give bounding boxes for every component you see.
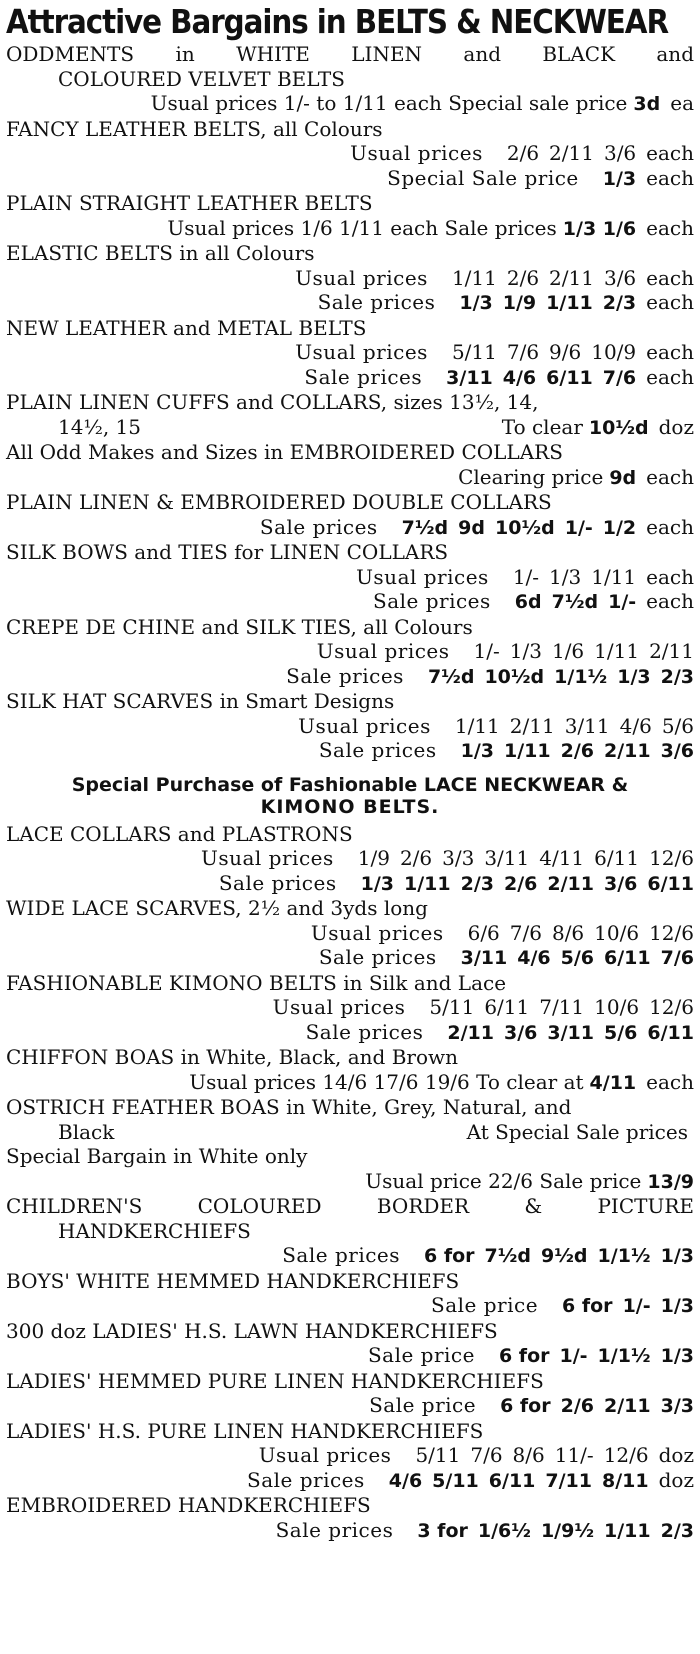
price-value: 12/6 xyxy=(649,995,694,1019)
price-value: 6/11 xyxy=(484,995,530,1019)
price-value: 1/11 xyxy=(454,713,500,738)
price-value: 2/11 xyxy=(604,740,651,762)
entry-title: CHIFFON BOAS in White, Black, and Brown xyxy=(6,1045,458,1069)
price-row xyxy=(6,945,694,971)
price-value: 9/6 xyxy=(549,340,582,364)
price-label: Sale price xyxy=(431,1293,539,1317)
price-label: Usual prices xyxy=(295,265,428,290)
line-text: Black xyxy=(58,1119,115,1144)
price-value: 2/6 xyxy=(560,1395,594,1417)
price-unit: doz xyxy=(658,1467,694,1492)
price-value: 6 for xyxy=(498,1345,550,1367)
price-value: 1/1½ xyxy=(597,1245,651,1267)
price-value: 8/6 xyxy=(512,1443,545,1467)
price-values xyxy=(436,366,636,391)
price-label: Sale prices xyxy=(259,514,378,539)
price-label: Sale prices xyxy=(317,290,436,314)
entry-title: BOYS' WHITE HEMMED HANDKERCHIEFS xyxy=(6,1268,460,1293)
price-values xyxy=(392,516,636,541)
price-value: 2/3 xyxy=(460,872,494,895)
price-row xyxy=(6,1393,694,1419)
price-value: 7/11 xyxy=(545,1469,592,1492)
price-values xyxy=(445,714,694,739)
price-value: 6/11 xyxy=(488,1469,536,1492)
price-values xyxy=(348,846,694,871)
price-values xyxy=(419,995,694,1020)
entry-title: Special Bargain in White only xyxy=(6,1144,308,1168)
price-value: 4/6 xyxy=(502,366,537,389)
price-values xyxy=(505,590,636,615)
price-value: 6 for xyxy=(500,1395,551,1417)
price-line xyxy=(6,1070,694,1096)
price-value: 2/11 xyxy=(509,713,555,738)
price-value: 5/11 xyxy=(415,1443,461,1467)
entry-title: ODDMENTS in WHITE LINEN and BLACK and xyxy=(6,42,694,66)
price-values xyxy=(497,141,636,166)
price-label: Usual prices xyxy=(272,995,406,1019)
price-value: 9d xyxy=(458,516,485,539)
price-values xyxy=(593,167,636,192)
price-value: 7/6 xyxy=(506,340,540,364)
price-label: Sale prices xyxy=(282,1243,401,1267)
price-value: 1/11 xyxy=(404,872,451,895)
line-text: Usual prices 14/6 17/6 19/6 To clear at xyxy=(189,1069,584,1094)
price-value: 10½d xyxy=(495,516,555,539)
price-value: 5/6 xyxy=(560,947,594,969)
price-value: 3/6 xyxy=(603,265,637,290)
line-text: Clearing price xyxy=(458,464,604,489)
line-text: Usual prices 1/- to 1/11 each Special sale price xyxy=(150,91,628,115)
price-value: 2/11 xyxy=(649,639,694,663)
price-value: 7/6 xyxy=(602,366,637,389)
price-value: 1/3 xyxy=(549,564,582,589)
price-row xyxy=(6,738,694,764)
entry-title: FANCY LEATHER BELTS, all Colours xyxy=(6,116,383,141)
entry-title-continued: HANDKERCHIEFS xyxy=(58,1218,251,1243)
entry-title: SILK HAT SCARVES in Smart Designs xyxy=(6,689,395,713)
price-value: 10/6 xyxy=(594,995,640,1019)
price-label: Sale prices xyxy=(373,589,491,613)
price-entry xyxy=(6,390,694,440)
price-value: 6 for xyxy=(424,1245,475,1267)
price-values xyxy=(552,1294,694,1319)
sale-price: 13/9 xyxy=(647,1170,694,1193)
headline: Attractive Bargains in BELTS & NECKWEAR xyxy=(6,2,669,41)
price-value: 1/- xyxy=(512,564,540,589)
price-value: 3/3 xyxy=(442,846,475,870)
price-entry xyxy=(6,316,694,391)
price-entry xyxy=(6,1269,694,1319)
price-entry xyxy=(6,117,694,192)
price-value: 1/11 xyxy=(594,639,640,663)
price-value: 3 for xyxy=(417,1519,468,1542)
price-row xyxy=(6,995,694,1020)
price-row xyxy=(6,589,694,615)
price-line xyxy=(6,1120,694,1145)
price-value: 2/6 xyxy=(399,846,433,870)
price-label: Sale prices xyxy=(305,1019,424,1044)
price-value: 1/11 xyxy=(604,1519,651,1542)
price-unit: doz xyxy=(658,414,694,439)
price-value: 2/11 xyxy=(447,1021,494,1044)
price-list xyxy=(6,42,694,1543)
price-row xyxy=(6,141,694,166)
price-value: 2/3 xyxy=(660,665,694,688)
entry-title: All Odd Makes and Sizes in EMBROIDERED COLLARS xyxy=(6,440,563,464)
special-heading-line: Special Purchase of Fashionable LACE NECKWEAR & xyxy=(71,773,629,796)
price-value: 1/- xyxy=(608,591,637,613)
price-value: 12/6 xyxy=(603,1443,649,1467)
price-row xyxy=(6,1443,694,1468)
price-value: 1/9½ xyxy=(540,1519,594,1542)
price-value: 7½d xyxy=(427,665,475,688)
price-row xyxy=(6,1468,694,1494)
price-label: Sale prices xyxy=(218,870,337,895)
line-right-group xyxy=(467,1120,694,1145)
entry-title: PLAIN LINEN & EMBROIDERED DOUBLE COLLARS xyxy=(6,490,552,514)
price-value: 12/6 xyxy=(649,846,694,870)
price-values xyxy=(451,739,694,764)
price-entry xyxy=(6,440,694,490)
price-label: Special Sale price xyxy=(387,165,579,190)
price-row xyxy=(6,1518,694,1544)
price-value: 6/11 xyxy=(594,846,640,870)
sale-price: 10½d xyxy=(588,416,649,439)
price-line xyxy=(6,91,694,117)
price-unit: doz xyxy=(658,1443,694,1467)
price-row xyxy=(6,1343,694,1369)
price-value: 3/6 xyxy=(504,1021,538,1044)
entry-title: LADIES' H.S. PURE LINEN HANDKERCHIEFS xyxy=(6,1418,484,1443)
price-value: 6 for xyxy=(562,1295,613,1317)
price-unit: each xyxy=(646,165,694,190)
price-unit: each xyxy=(646,464,694,489)
price-entry xyxy=(6,490,694,540)
price-line xyxy=(6,216,694,242)
entry-title: ELASTIC BELTS in all Colours xyxy=(6,241,315,265)
price-unit: each xyxy=(646,141,694,165)
price-label: Sale prices xyxy=(318,945,437,969)
price-value: 3/11 xyxy=(547,1021,594,1044)
price-row xyxy=(6,846,694,871)
price-value: 8/6 xyxy=(551,920,585,945)
price-value: 10½d xyxy=(484,665,545,688)
price-entry xyxy=(6,896,694,971)
price-value: 4/6 xyxy=(619,713,652,738)
line-text: Usual prices 1/6 1/11 each Sale prices xyxy=(167,215,557,240)
price-value: 1/6 xyxy=(551,639,585,663)
price-value: 6/6 xyxy=(467,920,500,945)
price-values xyxy=(418,665,694,690)
price-entry xyxy=(6,1319,694,1369)
price-row xyxy=(6,365,694,391)
price-label: Sale prices xyxy=(286,663,404,688)
entry-title: CHILDREN'S COLOURED BORDER & PICTURE xyxy=(6,1194,694,1218)
price-entry xyxy=(6,1095,694,1144)
sale-price: 1/3 1/6 xyxy=(562,217,637,240)
advertisement-page xyxy=(0,2,700,1654)
price-label: Sale prices xyxy=(247,1467,365,1492)
price-label: Sale prices xyxy=(304,364,423,389)
entry-title: NEW LEATHER and METAL BELTS xyxy=(6,315,367,340)
price-label: Usual prices xyxy=(258,1443,392,1467)
price-value: 3/6 xyxy=(660,740,694,762)
price-values xyxy=(437,1021,694,1046)
price-row xyxy=(6,166,694,192)
sale-price: 9d xyxy=(609,466,637,489)
price-entry xyxy=(6,540,694,615)
price-value: 7/6 xyxy=(509,920,542,945)
price-values xyxy=(379,1469,649,1494)
entry-title: SILK BOWS and TIES for LINEN COLLARS xyxy=(6,540,449,564)
price-entry xyxy=(6,191,694,241)
price-label: Usual prices xyxy=(201,846,334,870)
price-row xyxy=(6,565,694,590)
price-values xyxy=(351,872,694,897)
price-value: 1/3 xyxy=(460,740,494,762)
price-unit: each xyxy=(646,340,694,364)
price-value: 5/11 xyxy=(451,340,497,364)
price-value: 6/11 xyxy=(604,947,651,969)
price-value: 5/6 xyxy=(604,1021,638,1044)
price-label: Usual prices xyxy=(298,713,431,738)
price-value: 2/11 xyxy=(547,872,594,895)
price-label: Usual prices xyxy=(350,141,483,165)
price-entry xyxy=(6,42,694,117)
line-right-group xyxy=(502,415,694,441)
price-label: Sale price xyxy=(367,1343,475,1367)
price-value: 5/11 xyxy=(432,1469,479,1492)
entry-title: PLAIN LINEN CUFFS and COLLARS, sizes 13½, 14, xyxy=(6,390,539,414)
price-value: 1/11 xyxy=(546,292,593,314)
price-line xyxy=(6,415,694,441)
price-value: 1/3 xyxy=(602,167,637,190)
price-entry xyxy=(6,1194,694,1269)
price-value: 7/6 xyxy=(660,947,694,969)
price-row xyxy=(6,515,694,541)
price-value: 4/6 xyxy=(388,1469,423,1492)
price-value: 1/3 xyxy=(509,639,542,663)
price-row xyxy=(6,871,694,897)
price-values xyxy=(442,266,636,291)
price-values xyxy=(414,1244,694,1269)
price-value: 1/11 xyxy=(451,265,497,290)
price-value: 2/6 xyxy=(504,872,538,895)
price-value: 8/11 xyxy=(602,1469,649,1492)
price-values xyxy=(449,291,636,316)
price-values xyxy=(405,1443,648,1468)
price-unit: each xyxy=(646,290,694,314)
price-value: 1/3 xyxy=(660,1345,694,1367)
price-value: 3/11 xyxy=(460,947,508,969)
price-label: Sale prices xyxy=(275,1517,394,1542)
price-value: 2/3 xyxy=(660,1519,694,1542)
price-values xyxy=(442,340,636,365)
special-heading-line: KIMONO BELTS. xyxy=(260,795,440,818)
price-unit: each xyxy=(646,564,694,589)
price-value: 10/9 xyxy=(591,340,637,364)
price-value: 1/9 xyxy=(502,292,537,314)
entry-title: EMBROIDERED HANDKERCHIEFS xyxy=(6,1493,371,1517)
price-value: 3/11 xyxy=(484,846,530,870)
price-row xyxy=(6,290,694,316)
price-values xyxy=(407,1519,694,1544)
price-values xyxy=(451,946,694,971)
price-entry xyxy=(6,1419,694,1494)
price-value: 1/- xyxy=(622,1295,651,1317)
price-label: Usual prices xyxy=(310,920,444,945)
price-line xyxy=(6,1169,694,1195)
price-entry xyxy=(6,241,694,316)
price-values xyxy=(490,1394,694,1419)
price-unit: each xyxy=(646,1069,694,1094)
line-right-text: At Special Sale prices xyxy=(466,1119,688,1144)
price-value: 1/1½ xyxy=(597,1345,651,1367)
price-value: 4/6 xyxy=(517,947,551,969)
price-row xyxy=(6,340,694,365)
sale-price: 4/11 xyxy=(589,1071,637,1094)
price-value: 1/1½ xyxy=(554,665,608,688)
price-label: Sale prices xyxy=(318,738,437,762)
price-value: 1/- xyxy=(473,639,500,663)
entry-title: PLAIN STRAIGHT LEATHER BELTS xyxy=(6,191,373,215)
price-entry xyxy=(6,822,694,897)
price-row xyxy=(6,1293,694,1319)
price-value: 2/11 xyxy=(604,1395,651,1417)
special-purchase-heading xyxy=(6,774,694,818)
price-value: 3/3 xyxy=(660,1395,694,1417)
price-value: 1/6½ xyxy=(477,1519,531,1542)
price-value: 2/6 xyxy=(560,740,594,762)
price-label: Usual prices xyxy=(295,340,428,364)
price-value: 1/3 xyxy=(617,665,651,688)
price-label: Usual prices xyxy=(316,639,450,663)
price-value: 2/11 xyxy=(549,265,594,290)
price-value: 5/11 xyxy=(429,995,475,1019)
price-value: 1/- xyxy=(564,516,593,539)
price-value: 7/11 xyxy=(539,995,585,1019)
entry-title: LADIES' HEMMED PURE LINEN HANDKERCHIEFS xyxy=(6,1368,544,1393)
sale-price: 3d xyxy=(633,93,661,115)
price-entry xyxy=(6,971,694,1046)
price-unit: ea xyxy=(670,91,694,115)
price-row xyxy=(6,639,694,664)
price-entry xyxy=(6,1045,694,1095)
price-value: 1/9 xyxy=(357,846,390,870)
price-row xyxy=(6,714,694,739)
price-value: 7/6 xyxy=(470,1443,503,1467)
entry-title-continued: COLOURED VELVET BELTS xyxy=(58,66,345,91)
price-unit: each xyxy=(646,265,694,290)
price-value: 1/3 xyxy=(660,1245,694,1267)
price-value: 3/11 xyxy=(564,713,610,738)
price-label: Usual prices xyxy=(356,564,489,589)
entry-title: FASHIONABLE KIMONO BELTS in Silk and Lace xyxy=(6,970,507,995)
price-unit: each xyxy=(646,589,694,613)
entry-title: WIDE LACE SCARVES, 2½ and 3yds long xyxy=(6,896,428,920)
entry-title: LACE COLLARS and PLASTRONS xyxy=(6,821,353,846)
entry-title: 300 doz LADIES' H.S. LAWN HANDKERCHIEFS xyxy=(6,1318,498,1343)
price-value: 3/6 xyxy=(603,141,637,165)
price-value: 1/3 xyxy=(360,872,394,895)
price-value: 3/11 xyxy=(446,366,493,389)
price-value: 6/11 xyxy=(647,872,694,895)
price-value: 2/6 xyxy=(506,141,540,165)
price-values xyxy=(489,1344,694,1369)
price-value: 7½d xyxy=(551,591,599,613)
price-entry xyxy=(6,1493,694,1543)
entry-title: OSTRICH FEATHER BOAS in White, Grey, Natural, and xyxy=(6,1095,572,1119)
price-value: 2/6 xyxy=(506,265,540,290)
price-row xyxy=(6,1020,694,1046)
line-text: Usual price 22/6 Sale price xyxy=(365,1168,642,1193)
price-values xyxy=(464,639,694,664)
price-unit: each xyxy=(646,215,694,240)
price-entry xyxy=(6,689,694,764)
price-value: 2/3 xyxy=(602,292,637,314)
price-value: 10/6 xyxy=(594,920,640,945)
price-value: 6/11 xyxy=(647,1021,694,1044)
price-unit: each xyxy=(646,364,694,389)
price-value: 11/- xyxy=(554,1443,594,1467)
price-row xyxy=(6,1243,694,1269)
price-value: 1/3 xyxy=(660,1295,694,1317)
price-value: 12/6 xyxy=(649,920,694,945)
price-value: 1/3 xyxy=(459,292,493,314)
price-label: Sale price xyxy=(369,1393,477,1417)
price-entry xyxy=(6,1144,694,1194)
price-value: 6/11 xyxy=(546,366,593,389)
price-value: 1/- xyxy=(559,1345,588,1367)
line-text: 14½, 15 xyxy=(58,414,141,439)
price-line xyxy=(6,465,694,491)
price-value: 7½d xyxy=(484,1245,532,1267)
price-row xyxy=(6,664,694,690)
price-value: 1/11 xyxy=(591,564,637,589)
price-unit: each xyxy=(646,514,694,539)
price-value: 1/11 xyxy=(504,740,551,762)
price-value: 2/11 xyxy=(549,141,594,165)
price-value: 6d xyxy=(514,591,542,613)
price-value: 5/6 xyxy=(661,713,694,738)
entry-title: CREPE DE CHINE and SILK TIES, all Colours xyxy=(6,614,473,639)
price-row xyxy=(6,266,694,291)
price-values xyxy=(458,921,694,946)
price-value: 3/6 xyxy=(604,872,638,895)
price-entry xyxy=(6,1369,694,1419)
price-value: 9½d xyxy=(541,1245,588,1267)
price-row xyxy=(6,921,694,946)
price-values xyxy=(503,565,636,590)
price-value: 1/2 xyxy=(602,516,637,539)
price-value: 7½d xyxy=(401,516,449,539)
line-right-text: To clear xyxy=(501,414,583,439)
price-value: 4/11 xyxy=(539,846,585,870)
price-entry xyxy=(6,615,694,690)
